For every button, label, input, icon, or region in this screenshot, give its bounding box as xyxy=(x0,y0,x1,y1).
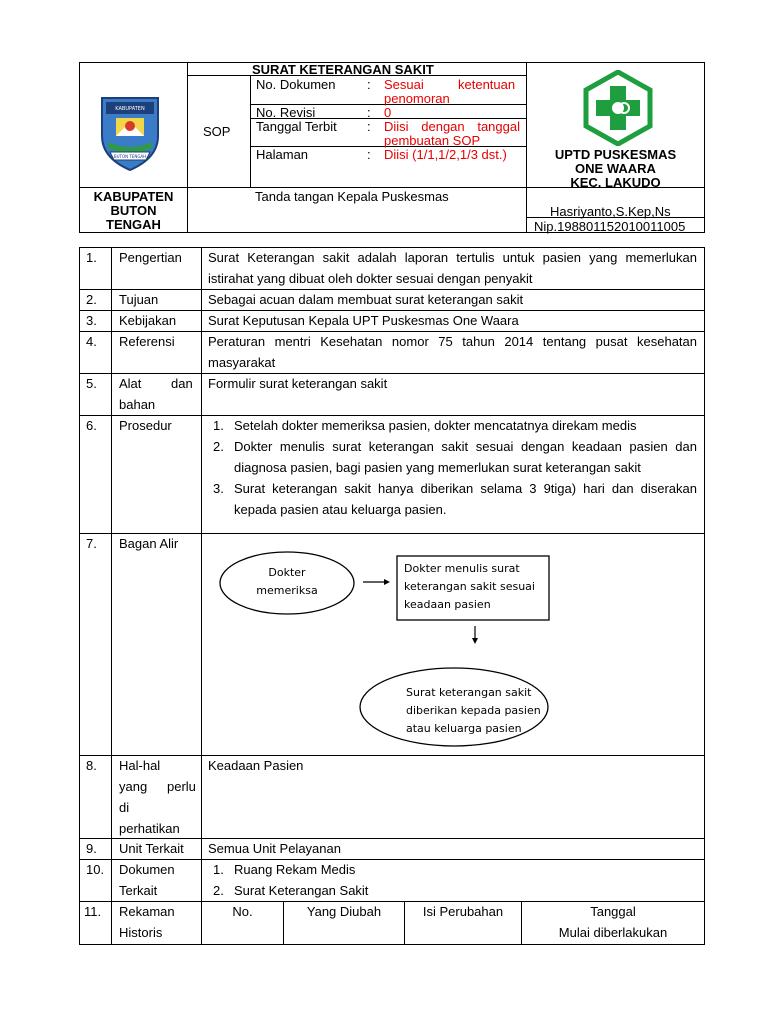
flow-node-give-text: atau keluarga pasien xyxy=(406,722,522,735)
row-title: perlu xyxy=(167,779,196,794)
row-number: 9. xyxy=(86,841,97,856)
svg-text:BUTON TENGAH: BUTON TENGAH xyxy=(113,154,147,159)
org-left-2: BUTON xyxy=(110,203,157,218)
history-col-effective: Mulai diberlakukan xyxy=(558,925,668,940)
step-number: 1. xyxy=(213,418,224,433)
tanggal-terbit-label: Tanggal Terbit xyxy=(256,119,337,134)
row-number: 10. xyxy=(86,862,105,877)
org-left-3: TENGAH xyxy=(106,217,161,232)
svg-text:KABUPATEN: KABUPATEN xyxy=(115,106,145,112)
step-number: 3. xyxy=(213,481,224,496)
row-title: Pengertian xyxy=(119,250,182,265)
row-title: Hal-hal xyxy=(119,758,161,773)
row-number: 6. xyxy=(86,418,97,433)
row-title: di xyxy=(119,800,130,815)
no-revisi-value: 0 xyxy=(384,105,392,120)
flowchart xyxy=(205,540,700,752)
tanggal-terbit-value-2: pembuatan SOP xyxy=(384,133,481,148)
puskesmas-logo xyxy=(580,70,656,151)
tanggal-terbit-value: Diisi dengan tanggal xyxy=(384,119,520,134)
step-text: Dokter menulis surat keterangan sakit sesuai dengan keadaan pasien dan xyxy=(234,439,697,454)
step-number: 2. xyxy=(213,439,224,454)
history-col-date: Tanggal xyxy=(590,904,636,919)
signature-label: Tanda tangan Kepala Puskesmas xyxy=(255,189,449,204)
row-number: 4. xyxy=(86,334,97,349)
history-col-changed: Yang Diubah xyxy=(306,904,382,919)
no-dokumen-sep: : xyxy=(367,77,371,92)
no-dokumen-value-2: penomoran xyxy=(384,91,450,106)
row-title: Unit Terkait xyxy=(119,841,184,856)
row-title: Rekaman xyxy=(119,904,175,919)
row-title: Kebijakan xyxy=(119,313,177,328)
row-title: Tujuan xyxy=(119,292,159,307)
org-right-1: UPTD PUSKESMAS xyxy=(554,147,677,162)
sop-label: SOP xyxy=(203,124,231,139)
row-number: 3. xyxy=(86,313,97,328)
org-right-3: KEC. LAKUDO xyxy=(570,175,661,190)
row-content: Surat Keterangan sakit adalah laporan tertulis untuk pasien yang memerlukan xyxy=(208,250,697,265)
row-content: Surat Keputusan Kepala UPT Puskesmas One Waara xyxy=(208,313,519,328)
list-number: 1. xyxy=(213,862,224,877)
org-right-2: ONE WAARA xyxy=(575,161,656,176)
flow-arrowhead-down xyxy=(472,638,478,644)
list-number: 2. xyxy=(213,883,224,898)
row-title: Bagan Alir xyxy=(119,536,179,551)
halaman-sep: : xyxy=(367,147,371,162)
row-number: 7. xyxy=(86,536,97,551)
halaman-label: Halaman xyxy=(256,147,309,162)
row-title: perhatikan xyxy=(119,821,180,836)
row-content: Sebagai acuan dalam membuat surat keterangan sakit xyxy=(208,292,524,307)
flow-node-give-text: diberikan kepada pasien xyxy=(406,704,541,717)
signer-name: Hasriyanto,S.Kep,Ns xyxy=(550,204,671,219)
row-content: masyarakat xyxy=(208,355,276,370)
row-content: istirahat yang dibuat oleh dokter sesuai dengan penyakit xyxy=(208,271,533,286)
no-dokumen-value-b: ketentuan xyxy=(458,77,516,92)
history-col-content: Isi Perubahan xyxy=(422,904,504,919)
row-content: Formulir surat keterangan sakit xyxy=(208,376,388,391)
row-title: Terkait xyxy=(119,883,158,898)
row-title: Alat xyxy=(119,376,142,391)
row-title: Historis xyxy=(119,925,163,940)
flow-arrowhead-right xyxy=(384,579,390,585)
row-content: Peraturan mentri Kesehatan nomor 75 tahun 2014 tentang pusat kesehatan xyxy=(208,334,697,349)
step-text: Surat keterangan sakit hanya diberikan selama 3 9tiga) hari dan diserakan xyxy=(234,481,697,496)
no-dokumen-value: Sesuai xyxy=(384,77,424,92)
step-text: diagnosa pasien, bagi pasien yang memerlukan surat keterangan sakit xyxy=(234,460,641,475)
signer-nip: Nip.198801152010011005 xyxy=(534,219,686,234)
row-title: yang xyxy=(119,779,148,794)
flow-node-examine-text: Dokter xyxy=(268,566,306,579)
history-col-no: No. xyxy=(232,904,253,919)
row-title: Prosedur xyxy=(119,418,172,433)
org-left-1: KABUPATEN xyxy=(93,189,174,204)
no-dokumen-label: No. Dokumen xyxy=(256,77,336,92)
step-text: kepada pasien atau keluarga pasien. xyxy=(234,502,447,517)
row-number: 2. xyxy=(86,292,97,307)
flow-node-examine-text: memeriksa xyxy=(256,584,318,597)
document-title: SURAT KETERANGAN SAKIT xyxy=(252,62,434,77)
row-number: 8. xyxy=(86,758,97,773)
list-item: Surat Keterangan Sakit xyxy=(234,883,369,898)
row-number: 1. xyxy=(86,250,97,265)
row-title: dan xyxy=(171,376,193,391)
flow-node-write-text: Dokter menulis surat xyxy=(404,562,520,575)
halaman-value: Diisi (1/1,1/2,1/3 dst.) xyxy=(384,147,507,162)
flow-node-write-text: keadaan pasien xyxy=(404,598,491,611)
row-content: Keadaan Pasien xyxy=(208,758,304,773)
row-title: Dokumen xyxy=(119,862,175,877)
no-revisi-label: No. Revisi xyxy=(256,105,316,120)
step-text: Setelah dokter memeriksa pasien, dokter mencatatnya direkam medis xyxy=(234,418,637,433)
row-number: 5. xyxy=(86,376,97,391)
flow-node-write-text: keterangan sakit sesuai xyxy=(404,580,535,593)
row-title: bahan xyxy=(119,397,156,412)
flow-node-give-text: Surat keterangan sakit xyxy=(406,686,532,699)
list-item: Ruang Rekam Medis xyxy=(234,862,356,877)
row-title: Referensi xyxy=(119,334,175,349)
row-content: Semua Unit Pelayanan xyxy=(208,841,341,856)
row-number: 11. xyxy=(84,904,102,919)
no-revisi-sep: : xyxy=(367,105,371,120)
regency-emblem-logo xyxy=(94,92,166,177)
tanggal-terbit-sep: : xyxy=(367,119,371,134)
